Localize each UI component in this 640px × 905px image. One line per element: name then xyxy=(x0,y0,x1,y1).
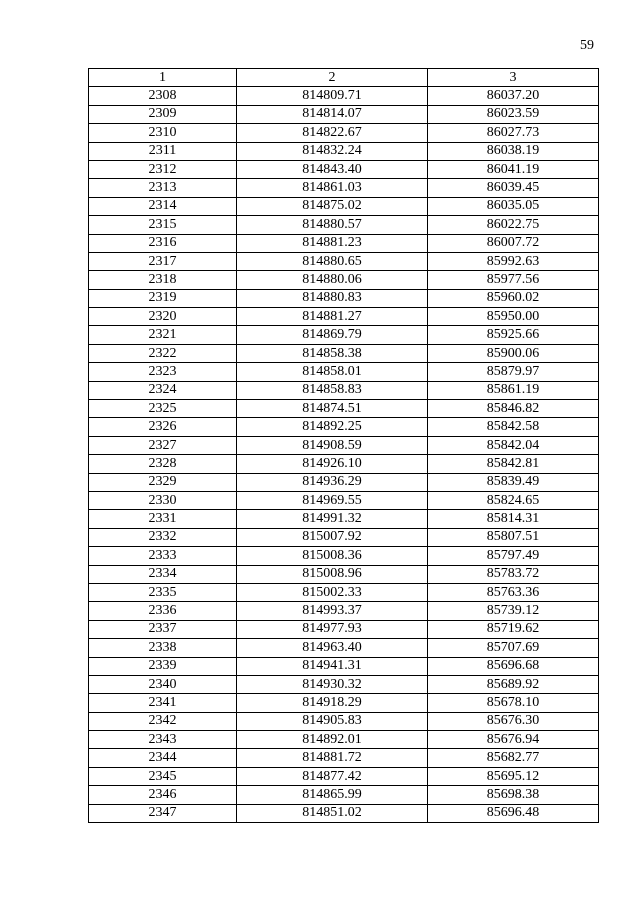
cell-y-coordinate: 85676.30 xyxy=(428,712,599,730)
cell-x-coordinate: 814858.01 xyxy=(237,363,428,381)
table-body xyxy=(89,87,599,823)
cell-point-number: 2329 xyxy=(89,473,237,491)
cell-x-coordinate: 814880.65 xyxy=(237,252,428,270)
cell-y-coordinate: 85696.68 xyxy=(428,657,599,675)
column-header-x-coordinate: 2 xyxy=(237,69,428,87)
cell-x-coordinate: 814892.01 xyxy=(237,731,428,749)
cell-x-coordinate: 814908.59 xyxy=(237,436,428,454)
table-row xyxy=(89,363,599,381)
table-row xyxy=(89,675,599,693)
cell-x-coordinate: 814930.32 xyxy=(237,675,428,693)
cell-x-coordinate: 814993.37 xyxy=(237,602,428,620)
cell-y-coordinate: 85842.04 xyxy=(428,436,599,454)
cell-point-number: 2316 xyxy=(89,234,237,252)
cell-point-number: 2342 xyxy=(89,712,237,730)
cell-point-number: 2315 xyxy=(89,216,237,234)
cell-y-coordinate: 86037.20 xyxy=(428,87,599,105)
table-row xyxy=(89,197,599,215)
table-row xyxy=(89,455,599,473)
cell-x-coordinate: 814869.79 xyxy=(237,326,428,344)
cell-point-number: 2345 xyxy=(89,767,237,785)
cell-y-coordinate: 85682.77 xyxy=(428,749,599,767)
cell-x-coordinate: 814905.83 xyxy=(237,712,428,730)
cell-x-coordinate: 814881.23 xyxy=(237,234,428,252)
cell-x-coordinate: 814877.42 xyxy=(237,767,428,785)
cell-point-number: 2317 xyxy=(89,252,237,270)
table-row xyxy=(89,620,599,638)
table-row xyxy=(89,160,599,178)
cell-point-number: 2319 xyxy=(89,289,237,307)
cell-point-number: 2343 xyxy=(89,731,237,749)
column-header-point-number: 1 xyxy=(89,69,237,87)
cell-point-number: 2332 xyxy=(89,528,237,546)
cell-point-number: 2338 xyxy=(89,639,237,657)
cell-x-coordinate: 814843.40 xyxy=(237,160,428,178)
page-number: 59 xyxy=(580,38,594,53)
cell-point-number: 2325 xyxy=(89,400,237,418)
cell-x-coordinate: 814977.93 xyxy=(237,620,428,638)
table-row xyxy=(89,602,599,620)
cell-x-coordinate: 814809.71 xyxy=(237,87,428,105)
cell-y-coordinate: 85707.69 xyxy=(428,639,599,657)
cell-y-coordinate: 85676.94 xyxy=(428,731,599,749)
cell-point-number: 2321 xyxy=(89,326,237,344)
table-row xyxy=(89,326,599,344)
cell-y-coordinate: 85977.56 xyxy=(428,271,599,289)
cell-y-coordinate: 85763.36 xyxy=(428,583,599,601)
table-row xyxy=(89,400,599,418)
cell-x-coordinate: 815002.33 xyxy=(237,583,428,601)
cell-point-number: 2331 xyxy=(89,510,237,528)
table-row xyxy=(89,179,599,197)
table-row xyxy=(89,381,599,399)
cell-point-number: 2322 xyxy=(89,344,237,362)
table-row xyxy=(89,657,599,675)
cell-y-coordinate: 85783.72 xyxy=(428,565,599,583)
table-row xyxy=(89,234,599,252)
cell-point-number: 2310 xyxy=(89,124,237,142)
cell-point-number: 2323 xyxy=(89,363,237,381)
cell-y-coordinate: 85960.02 xyxy=(428,289,599,307)
cell-point-number: 2337 xyxy=(89,620,237,638)
cell-y-coordinate: 85797.49 xyxy=(428,547,599,565)
cell-x-coordinate: 814880.57 xyxy=(237,216,428,234)
cell-point-number: 2311 xyxy=(89,142,237,160)
cell-x-coordinate: 814918.29 xyxy=(237,694,428,712)
cell-y-coordinate: 85698.38 xyxy=(428,786,599,804)
cell-point-number: 2320 xyxy=(89,308,237,326)
table-row xyxy=(89,767,599,785)
cell-x-coordinate: 814881.72 xyxy=(237,749,428,767)
cell-x-coordinate: 814875.02 xyxy=(237,197,428,215)
cell-y-coordinate: 85861.19 xyxy=(428,381,599,399)
table-row xyxy=(89,436,599,454)
cell-point-number: 2318 xyxy=(89,271,237,289)
cell-y-coordinate: 85839.49 xyxy=(428,473,599,491)
cell-point-number: 2340 xyxy=(89,675,237,693)
cell-x-coordinate: 814858.38 xyxy=(237,344,428,362)
cell-x-coordinate: 814880.06 xyxy=(237,271,428,289)
table-row xyxy=(89,491,599,509)
cell-point-number: 2309 xyxy=(89,105,237,123)
cell-point-number: 2339 xyxy=(89,657,237,675)
cell-point-number: 2341 xyxy=(89,694,237,712)
cell-point-number: 2327 xyxy=(89,436,237,454)
cell-x-coordinate: 814963.40 xyxy=(237,639,428,657)
cell-y-coordinate: 85950.00 xyxy=(428,308,599,326)
cell-point-number: 2335 xyxy=(89,583,237,601)
cell-y-coordinate: 86039.45 xyxy=(428,179,599,197)
cell-y-coordinate: 86041.19 xyxy=(428,160,599,178)
cell-y-coordinate: 86023.59 xyxy=(428,105,599,123)
cell-y-coordinate: 85695.12 xyxy=(428,767,599,785)
cell-point-number: 2314 xyxy=(89,197,237,215)
table-row xyxy=(89,473,599,491)
table-row xyxy=(89,252,599,270)
cell-x-coordinate: 815008.36 xyxy=(237,547,428,565)
table-row xyxy=(89,583,599,601)
table-row xyxy=(89,271,599,289)
cell-x-coordinate: 814858.83 xyxy=(237,381,428,399)
cell-y-coordinate: 85925.66 xyxy=(428,326,599,344)
table-row xyxy=(89,528,599,546)
table-row xyxy=(89,418,599,436)
table-row xyxy=(89,510,599,528)
table-row xyxy=(89,344,599,362)
table-row xyxy=(89,712,599,730)
cell-x-coordinate: 815007.92 xyxy=(237,528,428,546)
cell-x-coordinate: 814861.03 xyxy=(237,179,428,197)
cell-x-coordinate: 814941.31 xyxy=(237,657,428,675)
table-row xyxy=(89,105,599,123)
cell-y-coordinate: 85739.12 xyxy=(428,602,599,620)
table-row xyxy=(89,804,599,822)
cell-point-number: 2347 xyxy=(89,804,237,822)
table-row xyxy=(89,289,599,307)
cell-y-coordinate: 85900.06 xyxy=(428,344,599,362)
cell-x-coordinate: 814832.24 xyxy=(237,142,428,160)
table-row xyxy=(89,565,599,583)
cell-x-coordinate: 814880.83 xyxy=(237,289,428,307)
cell-y-coordinate: 85814.31 xyxy=(428,510,599,528)
cell-point-number: 2330 xyxy=(89,491,237,509)
cell-y-coordinate: 85842.58 xyxy=(428,418,599,436)
coordinates-table xyxy=(88,68,599,823)
table-row xyxy=(89,786,599,804)
cell-x-coordinate: 814936.29 xyxy=(237,473,428,491)
cell-point-number: 2312 xyxy=(89,160,237,178)
cell-point-number: 2344 xyxy=(89,749,237,767)
cell-point-number: 2308 xyxy=(89,87,237,105)
cell-x-coordinate: 814892.25 xyxy=(237,418,428,436)
table-header-row xyxy=(89,69,599,87)
cell-y-coordinate: 85689.92 xyxy=(428,675,599,693)
cell-x-coordinate: 814865.99 xyxy=(237,786,428,804)
cell-point-number: 2346 xyxy=(89,786,237,804)
table-row xyxy=(89,87,599,105)
cell-y-coordinate: 85824.65 xyxy=(428,491,599,509)
cell-x-coordinate: 815008.96 xyxy=(237,565,428,583)
cell-point-number: 2334 xyxy=(89,565,237,583)
cell-y-coordinate: 86027.73 xyxy=(428,124,599,142)
cell-y-coordinate: 85879.97 xyxy=(428,363,599,381)
cell-y-coordinate: 86035.05 xyxy=(428,197,599,215)
table-row xyxy=(89,142,599,160)
cell-x-coordinate: 814822.67 xyxy=(237,124,428,142)
cell-x-coordinate: 814814.07 xyxy=(237,105,428,123)
table-row xyxy=(89,308,599,326)
cell-y-coordinate: 86007.72 xyxy=(428,234,599,252)
table-row xyxy=(89,731,599,749)
table-row xyxy=(89,124,599,142)
cell-x-coordinate: 814874.51 xyxy=(237,400,428,418)
cell-y-coordinate: 86038.19 xyxy=(428,142,599,160)
table-row xyxy=(89,547,599,565)
cell-x-coordinate: 814926.10 xyxy=(237,455,428,473)
cell-x-coordinate: 814991.32 xyxy=(237,510,428,528)
cell-y-coordinate: 85992.63 xyxy=(428,252,599,270)
table-row xyxy=(89,216,599,234)
cell-x-coordinate: 814851.02 xyxy=(237,804,428,822)
column-header-y-coordinate: 3 xyxy=(428,69,599,87)
cell-point-number: 2326 xyxy=(89,418,237,436)
cell-y-coordinate: 85842.81 xyxy=(428,455,599,473)
cell-y-coordinate: 85846.82 xyxy=(428,400,599,418)
table-row xyxy=(89,749,599,767)
table-row xyxy=(89,694,599,712)
cell-point-number: 2324 xyxy=(89,381,237,399)
cell-x-coordinate: 814881.27 xyxy=(237,308,428,326)
cell-point-number: 2333 xyxy=(89,547,237,565)
cell-y-coordinate: 86022.75 xyxy=(428,216,599,234)
cell-y-coordinate: 85719.62 xyxy=(428,620,599,638)
cell-y-coordinate: 85807.51 xyxy=(428,528,599,546)
cell-point-number: 2336 xyxy=(89,602,237,620)
table-row xyxy=(89,639,599,657)
cell-y-coordinate: 85678.10 xyxy=(428,694,599,712)
cell-x-coordinate: 814969.55 xyxy=(237,491,428,509)
cell-y-coordinate: 85696.48 xyxy=(428,804,599,822)
cell-point-number: 2313 xyxy=(89,179,237,197)
cell-point-number: 2328 xyxy=(89,455,237,473)
